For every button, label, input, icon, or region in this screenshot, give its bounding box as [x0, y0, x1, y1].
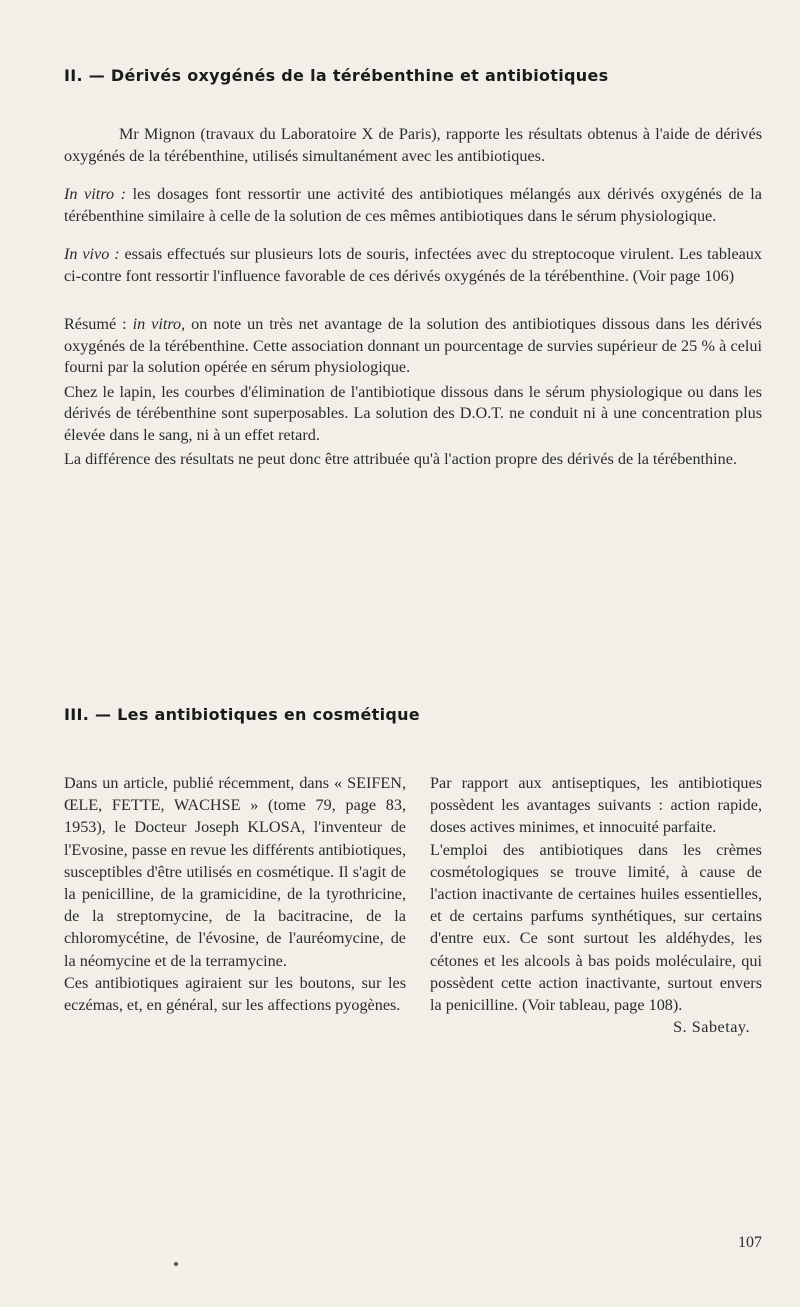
in-vivo-paragraph: [64, 244, 762, 287]
klosa-paragraph: Dans un article, publié récemment, dans « SEIFEN, ŒLE, FETTE, WACHSE » (tome 79, page 83, 1953), le Docteur Joseph KLOSA, l'inventeur de l'Evosine, passe en revue les différents antibiotiques, susceptibles d'être utilisés en cosmétique. Il s'agit de la penicilline, de la gramicidine, de la tyrothricine, de la streptomycine, de la bacitracine, de la chloromycétine, de l'évosine, de l'auréomycine, de la néomycine et de la terramycine.: [64, 774, 406, 970]
in-vitro-label: In vitro :: [64, 185, 126, 203]
lapin-paragraph: Chez le lapin, les courbes d'élimination de l'antibiotique dissous dans le sérum physiologique ou dans les dérivés de térébenthine sont superposables. La solution des D.O.T. ne conduit ni à une concentration plus élevée dans le sang, ni à un effet retard.: [64, 382, 762, 444]
section-3-heading: III. — Les antibiotiques en cosmétique: [64, 705, 420, 724]
right-column: [430, 772, 762, 1038]
in-vivo-label: In vivo :: [64, 245, 120, 263]
in-vitro-paragraph: [64, 184, 762, 227]
page-number: 107: [738, 1234, 762, 1251]
resume-paragraph: [64, 314, 762, 379]
resume-text: on note un très net avantage de la solution des antibiotiques dissous dans les dérivés oxygénés de la térébenthine. Cette association donnant un pourcentage de survies supérieur de 25 % à celui fourni par la solution opérée en sérum physiologique.: [64, 315, 762, 376]
left-column: [64, 772, 406, 1016]
author-signature: S. Sabetay.: [673, 1018, 750, 1037]
in-vitro-text: les dosages font ressortir une activité des antibiotiques mélangés aux dérivés oxygénés de la térébenthine similaire à celle de la solution de ces mêmes antibiotiques dans le sérum physiologique.: [64, 185, 762, 225]
section-2-body: [64, 124, 762, 471]
effects-paragraph: Ces antibiotiques agiraient sur les boutons, sur les eczémas, et, en général, sur les affections pyogènes.: [64, 973, 406, 1015]
limitations-paragraph: L'emploi des antibiotiques dans les crèmes cosmétologiques se trouve limité, à cause de l'action inactivante de certaines huiles essentielles, et de certains parfums synthétiques, sur certains d'entre eux. Ce sont surtout les aldéhydes, les cétones et les alcools à bas poids moléculaire, qui possèdent cette action inactivante, surtout envers la penicilline. (Voir tableau, page 108).: [430, 840, 762, 1015]
section-2-heading: II. — Dérivés oxygénés de la térébenthine et antibiotiques: [64, 66, 609, 85]
resume-italic: in vitro,: [132, 315, 186, 333]
difference-paragraph: La différence des résultats ne peut donc être attribuée qu'à l'action propre des dérivés de la térébenthine.: [64, 450, 737, 468]
in-vivo-text: essais effectués sur plusieurs lots de souris, infectées avec du streptocoque virulent. Les tableaux ci-contre font ressortir l'influence favorable de ces dérivés oxygénés de la térébenthine. (Voir page 106): [64, 245, 762, 285]
advantages-paragraph: Par rapport aux antiseptiques, les antibiotiques possèdent les avantages suivants : action rapide, doses actives minimes, et innocuité parfaite.: [430, 774, 762, 837]
resume-label: Résumé :: [64, 315, 133, 333]
ink-dot: [174, 1262, 178, 1266]
intro-paragraph: Mr Mignon (travaux du Laboratoire X de Paris), rapporte les résultats obtenus à l'aide de dérivés oxygénés de la térébenthine, utilisés simultanément avec les antibiotiques.: [64, 125, 762, 165]
